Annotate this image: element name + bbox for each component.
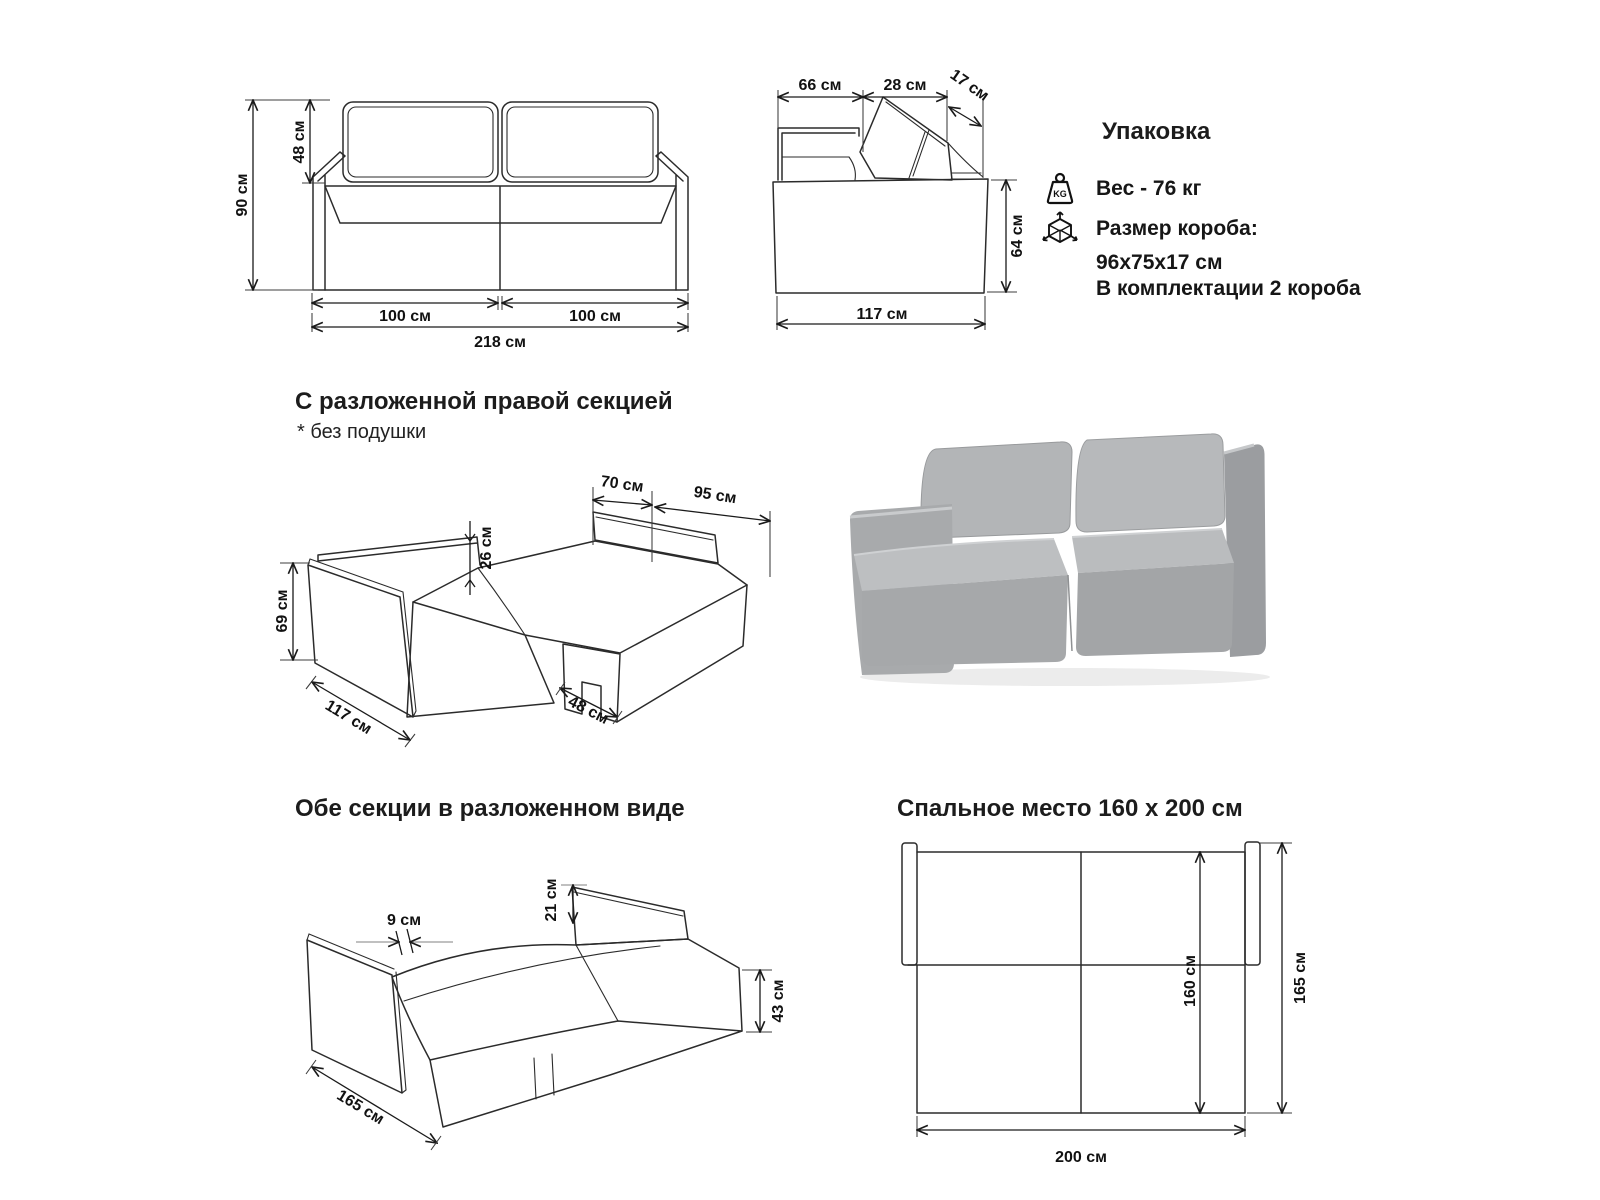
front-back-height-label: 48 см: [291, 120, 308, 164]
sleeping-area-dimension-lines: [917, 843, 1292, 1137]
side-total-depth-label: 117 см: [856, 306, 908, 323]
sofa-seat-cushion-left-front: [862, 575, 1068, 666]
side-backrest-top-label: 17 см: [946, 66, 992, 105]
side-sofa-drawing: [773, 97, 988, 293]
front-left-seat-label: 100 см: [379, 308, 431, 325]
side-dimension-lines: [777, 90, 1017, 330]
weight-icon: [1040, 170, 1080, 208]
right-section-note: * без подушки: [297, 421, 427, 443]
front-dimension-lines: [245, 100, 688, 332]
side-seat-depth-label: 66 см: [798, 77, 842, 94]
svg-text:KG: KG: [1053, 189, 1067, 199]
both-sections-gap-label: 9 см: [386, 912, 422, 929]
both-sections-title: Обе секции в разложенном виде: [295, 795, 685, 822]
right-section-depth-label: 117 см: [322, 697, 375, 738]
packaging-weight: Вес - 76 кг: [1096, 177, 1202, 200]
side-view-diagram: [745, 40, 1055, 360]
sleeping-area-drawing: [902, 842, 1260, 1113]
right-section-drawing: [308, 512, 747, 722]
packaging-box-size-value: 96x75x17 см: [1096, 251, 1223, 274]
right-section-title: С разложенной правой секцией: [295, 388, 673, 415]
right-section-diagram: [270, 445, 810, 775]
packaging-weight-row: [1040, 170, 1400, 208]
sleeping-area-title: Спальное место 160 x 200 см: [897, 795, 1243, 822]
both-sections-length-label: 165 см: [333, 1086, 387, 1129]
both-sections-diagram: [280, 845, 820, 1175]
packaging-info: [1040, 118, 1400, 302]
right-section-backrest-width-label: 70 см: [599, 473, 645, 496]
front-view-diagram: [230, 55, 775, 370]
front-total-width-label: 218 см: [474, 334, 526, 351]
box-size-icon: [1040, 210, 1080, 248]
front-total-height-label: 90 см: [234, 173, 251, 217]
packaging-box-count: В комплектации 2 короба: [1096, 277, 1361, 300]
side-height-label: 64 см: [1009, 214, 1026, 258]
sleeping-area-diagram: [880, 835, 1320, 1180]
packaging-box-size-label: Размер короба:: [1096, 217, 1258, 240]
packaging-title: Упаковка: [1102, 118, 1211, 145]
sleeping-width-label: 200 см: [1055, 1149, 1107, 1166]
both-sections-bed-height-label: 43 см: [770, 979, 787, 1023]
right-section-support-label: 48 см: [565, 693, 612, 728]
sleeping-total-length-label: 165 см: [1292, 952, 1309, 1004]
sofa-back-cushion-right: [1076, 434, 1225, 532]
packaging-box-row: [1040, 210, 1400, 248]
right-section-dimension-lines: [280, 487, 770, 747]
both-sections-drawing: [307, 887, 742, 1127]
right-section-backrest-height-label: 26 см: [478, 526, 495, 570]
front-sofa-drawing: [313, 102, 688, 290]
right-section-width-label: 95 см: [692, 483, 738, 508]
sofa-seat-cushion-right-front: [1076, 563, 1234, 656]
side-backrest-depth-label: 28 см: [883, 77, 927, 94]
right-section-armrest-height-label: 69 см: [274, 589, 291, 633]
both-sections-backrest-height-label: 21 см: [543, 878, 560, 922]
sleeping-mattress-length-label: 160 см: [1182, 955, 1199, 1007]
front-right-seat-label: 100 см: [569, 308, 621, 325]
sofa-photo: [820, 405, 1300, 695]
